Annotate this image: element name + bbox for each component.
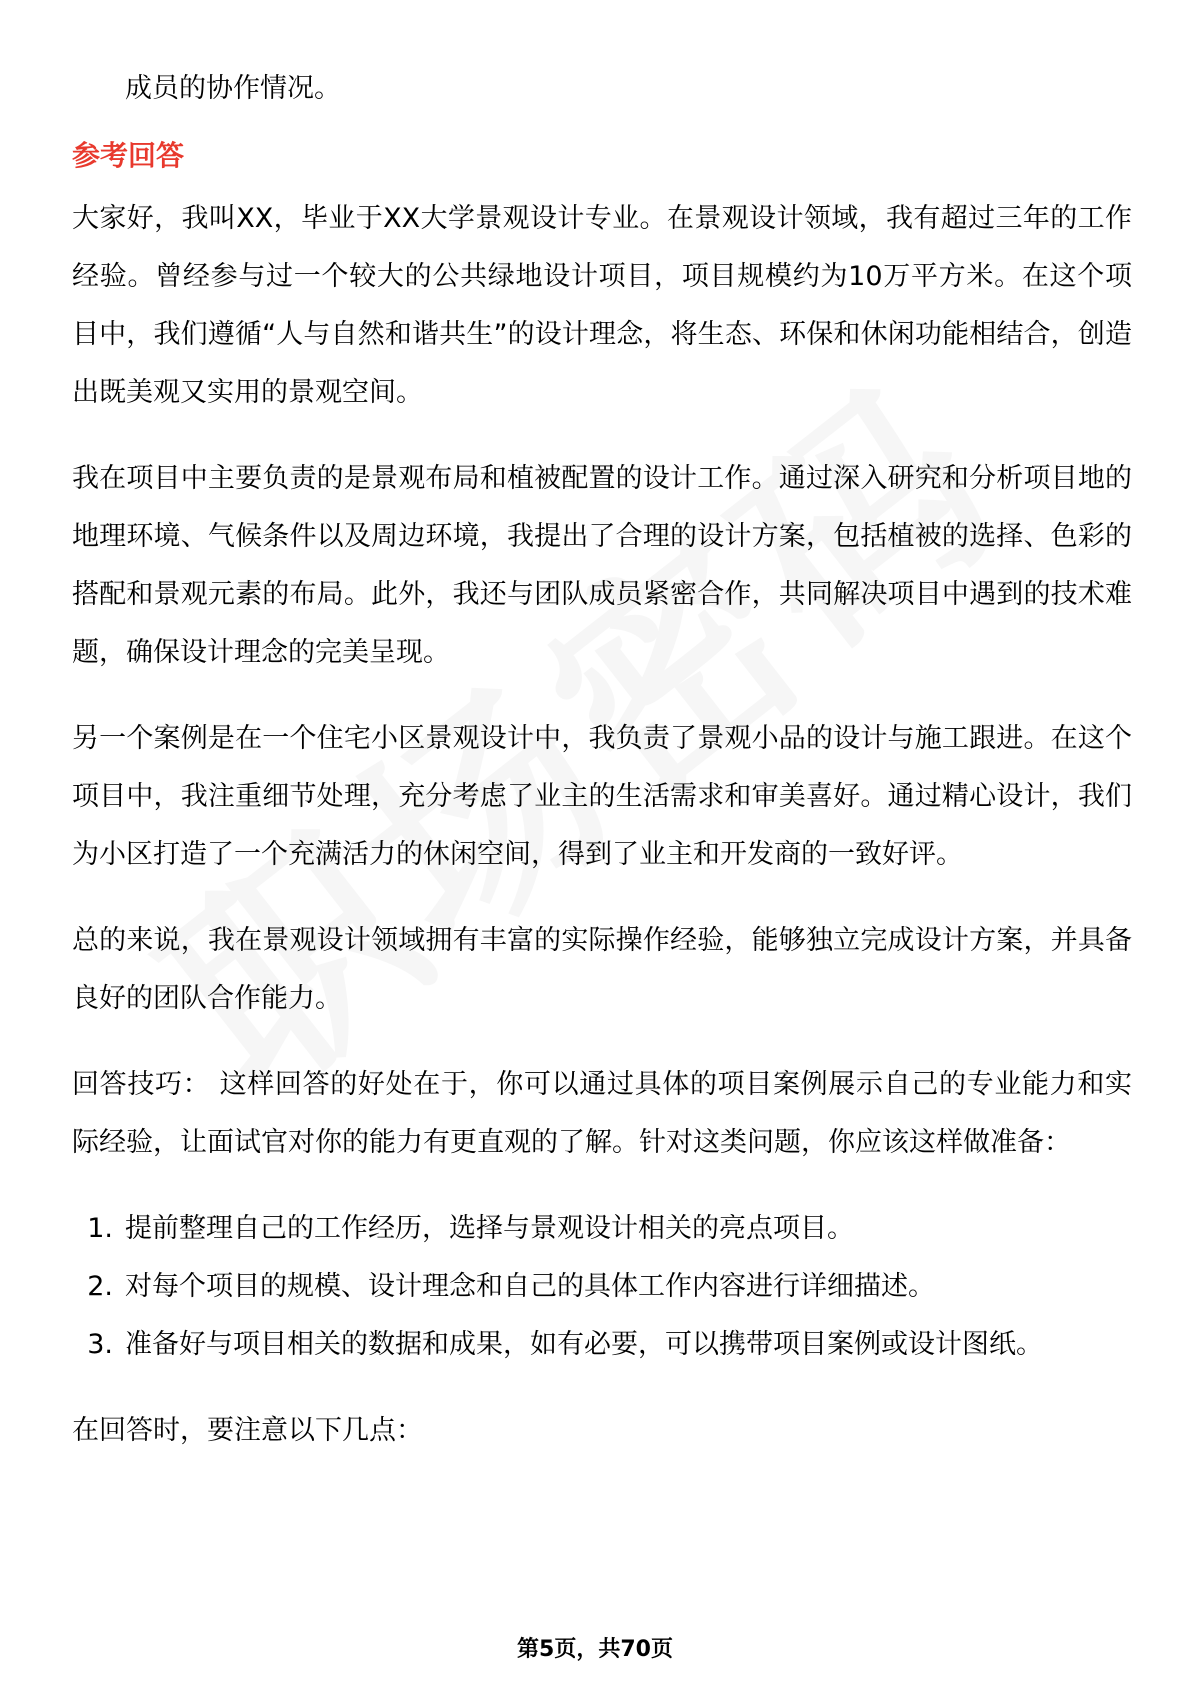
paragraph-summary: 总的来说，我在景观设计领域拥有丰富的实际操作经验，能够独立完成设计方案，并具备良好的团队合作能力。 xyxy=(72,925,1132,1014)
list-text: 提前整理自己的工作经历，选择与景观设计相关的亮点项目。 xyxy=(125,1213,854,1244)
page-content xyxy=(72,60,1132,1488)
list-number: 3. xyxy=(87,1329,113,1360)
paragraph-intro: 大家好，我叫XX，毕业于XX大学景观设计专业。在景观设计领域，我有超过三年的工作经验。曾经参与过一个较大的公共绿地设计项目，项目规模约为10万平方米。在这个项目中，我们遵循“人与自然和谐共生”的设计理念，将生态、环保和休闲功能相结合，创造出既美观又实用的景观空间。 xyxy=(72,203,1132,408)
list-item xyxy=(72,1316,1132,1374)
list-item xyxy=(72,1258,1132,1316)
section-heading: 参考回答 xyxy=(72,139,185,172)
paragraph-responsibilities: 我在项目中主要负责的是景观布局和植被配置的设计工作。通过深入研究和分析项目地的地理环境、气候条件以及周边环境，我提出了合理的设计方案，包括植被的选择、色彩的搭配和景观元素的布局。此外，我还与团队成员紧密合作，共同解决项目中遇到的技术难题，确保设计理念的完美呈现。 xyxy=(72,463,1132,668)
paragraph-second-case: 另一个案例是在一个住宅小区景观设计中，我负责了景观小品的设计与施工跟进。在这个项目中，我注重细节处理，充分考虑了业主的生活需求和审美喜好。通过精心设计，我们为小区打造了一个充满活力的休闲空间，得到了业主和开发商的一致好评。 xyxy=(72,723,1132,870)
closing-line: 在回答时，要注意以下几点： xyxy=(72,1415,423,1446)
list-item xyxy=(72,1200,1132,1258)
list-text: 对每个项目的规模、设计理念和自己的具体工作内容进行详细描述。 xyxy=(125,1271,935,1302)
list-text: 准备好与项目相关的数据和成果，如有必要，可以携带项目案例或设计图纸。 xyxy=(125,1329,1043,1360)
list-number: 1. xyxy=(87,1213,113,1244)
paragraph-answer-tips: 回答技巧： 这样回答的好处在于，你可以通过具体的项目案例展示自己的专业能力和实际经验，让面试官对你的能力有更直观的了解。针对这类问题，你应该这样做准备： xyxy=(72,1069,1132,1158)
list-number: 2. xyxy=(87,1271,113,1302)
continuation-line: 成员的协作情况。 xyxy=(125,73,341,104)
page-footer: 第5页，共70页 xyxy=(517,1637,673,1662)
tips-list xyxy=(72,1200,1132,1374)
